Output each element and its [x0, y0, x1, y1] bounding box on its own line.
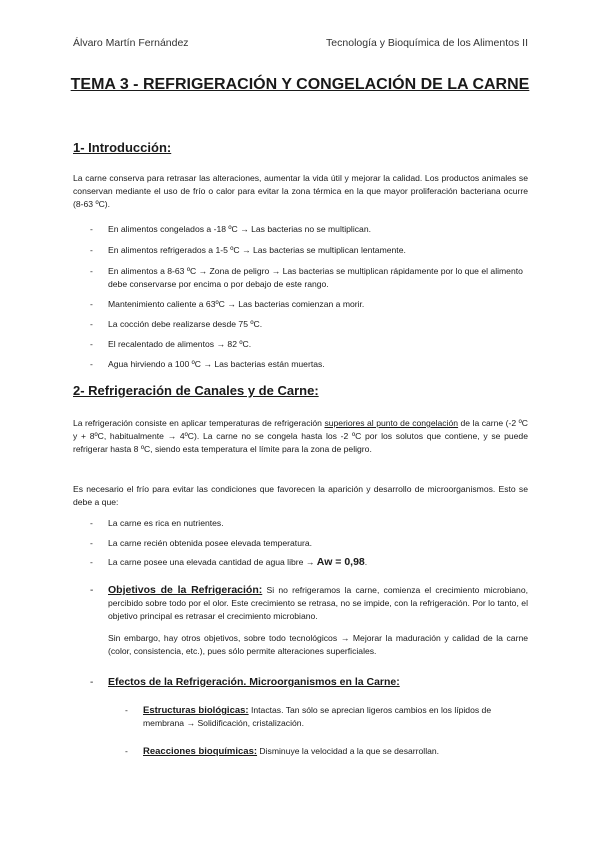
document-page: Álvaro Martín Fernández Tecnología y Bioquímica de los Alimentos II TEMA 3 - REFRIGERACIÓN Y CONGELACIÓN DE LA CARNE 1- Introducción: La carne conserva para retrasar las alteraciones, aumentar la vida útil y mejorar la calidad. Los productos animales se conservan mediante el uso de frío o calor para evitar la zona térmica en la que mayor proliferación bacteriana ocurre (8-63 ºC). - En alimentos congelados a -18 ºC → Las bacterias no se multiplican. - En alimentos refrigerados a 1-5 ºC → Las bacterias se multiplican lentamente. - En alimentos a 8-63 ºC → Zona de peligro → Las bacterias se multiplican rápidamente por lo que el alimento debe conservarse por encima o por debajo de este rango. - Mantenimiento caliente a 63ºC → Las bacterias comienzan a morir. - La cocción debe realizarse desde 75 ºC. - El recalentado de alimentos → 82 ºC. - Agua hirviendo a 100 ºC → Las bacterias están muertas. 2- Refrigeración de Canales y de Carne: La refrigeración consiste en aplicar temperaturas de refrigeración superiores al punto de congelación de la carne (-2 ºC y + 8ºC, habitualmente → 4ºC). La carne no se congela hasta los -2 ºC por los solutos que contiene, y se puede refrigerar hasta 8 ºC, siendo esta temperatura el límite para la zona de peligro. Es necesario el frío para evitar las condiciones que favorecen la aparición y desarrollo de microorganismos. Esto se debe a que: - La carne es rica en nutrientes. - La carne recién obtenida posee elevada temperatura. - La carne posee una elevada cantidad de agua libre → Aw = 0,98. - Objetivos de la Refrigeración: Si no refrigeramos la carne, comienza el crecimiento microbiano, percibido sobre todo por el olor. Este crecimiento se retrasa, no se impide, con la refrigeración. Por lo tanto, el objetivo principal es retrasar el crecimiento microbiano. Sin embargo, hay otros objetivos, sobre todo tecnológicos → Mejorar la maduración y calidad de la carne (color, consistencia, etc.), pues sólo permite alteraciones superficiales. - Efectos de la Refrigeración. Microorganismos en la Carne: - Estructuras biológicas: Intactas. Tan sólo se aprecian ligeros cambios en los lípidos de membrana → Solidificación, cristalización. - Reacciones bioquímicas: Disminuye la velocidad a la que se desarrollan. — [0, 0, 600, 848]
bullet-marker: - — [90, 538, 93, 548]
section-heading-introduccion: 1- Introducción: — [73, 140, 172, 155]
underlined-phrase: superiores al punto de congelación — [324, 418, 459, 428]
header-author: Álvaro Martín Fernández — [73, 37, 189, 49]
bullet-marker: - — [90, 557, 93, 567]
intro-paragraph: La carne conserva para retrasar las alteraciones, aumentar la vida útil y mejorar la calidad. Los productos animales se conservan mediante el uso de frío o calor para evitar la zona térmica en la que mayor proliferación bacteriana ocurre (8-63 ºC). — [73, 173, 528, 209]
water-activity-value: Aw = 0,98 — [316, 556, 365, 568]
bullet-marker: - — [90, 518, 93, 528]
bullet-marker: - — [90, 245, 93, 255]
bullet-marker: - — [125, 746, 128, 756]
bullet-marker: - — [125, 705, 128, 715]
bullet-marker: - — [90, 677, 94, 688]
estructuras-title: Estructuras biológicas: — [143, 705, 249, 716]
bullet-marker: - — [90, 359, 93, 369]
section-heading-refrigeracion: 2- Refrigeración de Canales y de Carne: — [73, 383, 319, 398]
header-course: Tecnología y Bioquímica de los Alimentos II — [326, 37, 528, 49]
efectos-title: Efectos de la Refrigeración. Microorganismos en la Carne: — [108, 676, 400, 688]
objetivos-title: Objetivos de la Refrigeración: — [108, 584, 263, 596]
bullet-marker: - — [90, 299, 93, 309]
bullet-marker: - — [90, 339, 93, 349]
bullet-marker: - — [90, 319, 93, 329]
bullet-marker: - — [90, 266, 93, 276]
reacciones-title: Reacciones bioquímicas: — [143, 746, 258, 757]
document-title: TEMA 3 - REFRIGERACIÓN Y CONGELACIÓN DE LA CARNE — [70, 76, 530, 93]
bullet-marker: - — [90, 585, 94, 596]
bullet-marker: - — [90, 224, 93, 234]
frio-paragraph: Es necesario el frío para evitar las condiciones que favorecen la aparición y desarrollo de microorganismos. Esto se debe a que: — [73, 484, 528, 507]
refrigeracion-paragraph: La refrigeración consiste en aplicar temperaturas de refrigeración superiores al punto de congelación de la carne (-2 ºC y + 8ºC, habitualmente → 4ºC). La carne no se congela hasta los -2 ºC por los solutos que contiene, y se puede refrigerar hasta 8 ºC, siendo esta temperatura el límite para la zona de peligro. — [73, 418, 529, 454]
